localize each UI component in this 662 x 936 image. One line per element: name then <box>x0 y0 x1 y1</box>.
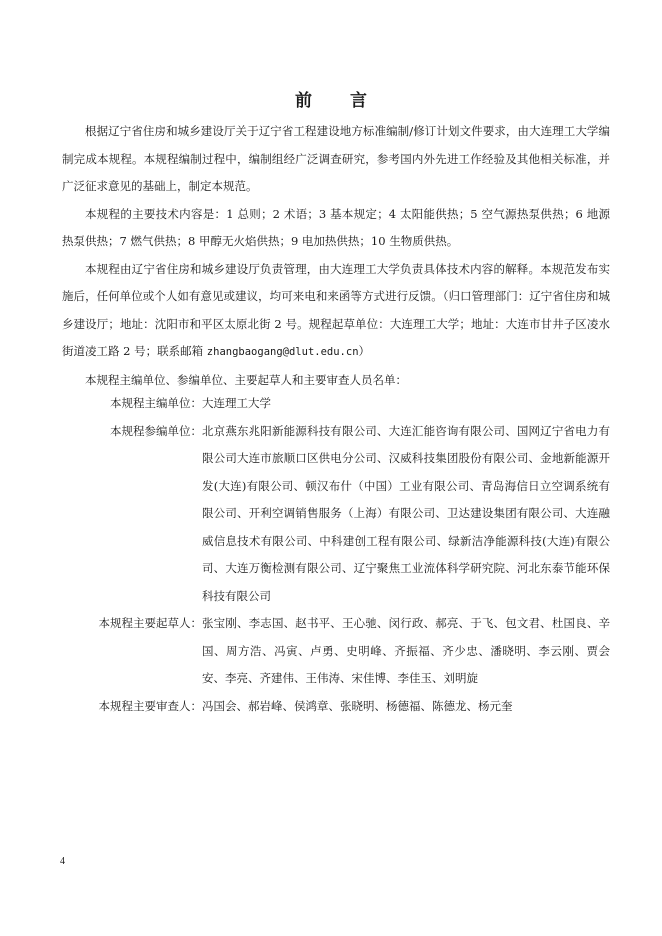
chief-editor-row <box>62 390 610 418</box>
main-reviewers-row <box>62 693 610 721</box>
role-value: 张宝刚、李志国、赵书平、王心驰、闵行政、郝亮、于飞、包文君、杜国良、辛国、周方浩、冯寅、卢勇、史明峰、齐振福、齐少忠、潘晓明、李云刚、贾会安、李亮、齐建伟、王伟涛、宋佳博、李佳玉、刘明旋 <box>202 616 610 685</box>
role-label: 本规程主要审查人： <box>98 698 202 713</box>
role-value: 北京燕东兆阳新能源科技有限公司、大连汇能咨询有限公司、国网辽宁省电力有限公司大连市旅顺口区供电分公司、汉威科技集团股份有限公司、金地新能源开发(大连)有限公司、顿汉布什（中国）工业有限公司、青岛海信日立空调系统有限公司、开利空调销售服务（上海）有限公司、卫达建设集团有限公司、大连融威信息技术有限公司、中科建创工程有限公司、绿新洁净能源科技(大连)有限公司、大连万衡检测有限公司、辽宁聚焦工业流体科学研究院、河北东泰节能环保科技有限公司 <box>202 423 610 603</box>
paragraph-management <box>62 256 610 367</box>
contact-email: zhangbaogang@dlut.edu.cn <box>206 346 359 358</box>
preface-body <box>62 118 610 394</box>
personnel-list <box>62 390 610 720</box>
page-number: 4 <box>60 856 65 867</box>
paragraph-list-intro: 本规程主编单位、参编单位、主要起草人和主要审查人员名单： <box>85 372 407 387</box>
role-label: 本规程主要起草人： <box>98 616 202 630</box>
role-value: 大连理工大学 <box>202 396 271 410</box>
management-text: 本规程由辽宁省住房和城乡建设厅负责管理，由大连理工大学负责具体技术内容的解释。本规范发布实施后，任何单位或个人如有意见或建议，均可来电和来函等方式进行反馈。（归口管理部门：辽宁省住房和城乡建设厅；地址：沈阳市和平区太原北街 2 号。规程起草单位：大连理工大学；地址：大连市甘井子区凌水街道凌工路 2 号；联系邮箱 <box>62 261 610 358</box>
paragraph-background: 根据辽宁省住房和城乡建设厅关于辽宁省工程建设地方标准编制/修订计划文件要求，由大连理工大学编制完成本规程。本规程编制过程中，编制组经广泛调查研究，参考国内外先进工作经验及其他相关标准，并广泛征求意见的基础上，制定本规范。 <box>62 124 610 193</box>
role-label: 本规程主编单位： <box>110 396 202 410</box>
closing-paren: ） <box>358 344 371 358</box>
paragraph-technical-content: 本规程的主要技术内容是：1 总则；2 术语；3 基本规定；4 太阳能供热；5 空气源热泵供热；6 地源热泵供热；7 燃气供热；8 甲醇无火焰供热；9 电加热供热；10 生物质供热。 <box>62 206 610 248</box>
role-value: 冯国会、郝岩峰、侯鸿章、张晓明、杨德福、陈德龙、杨元奎 <box>202 698 513 713</box>
role-label: 本规程参编单位： <box>110 423 202 438</box>
main-drafters-row <box>62 610 610 693</box>
participating-units-row <box>62 418 610 611</box>
page-title: 前 言 <box>295 91 383 111</box>
